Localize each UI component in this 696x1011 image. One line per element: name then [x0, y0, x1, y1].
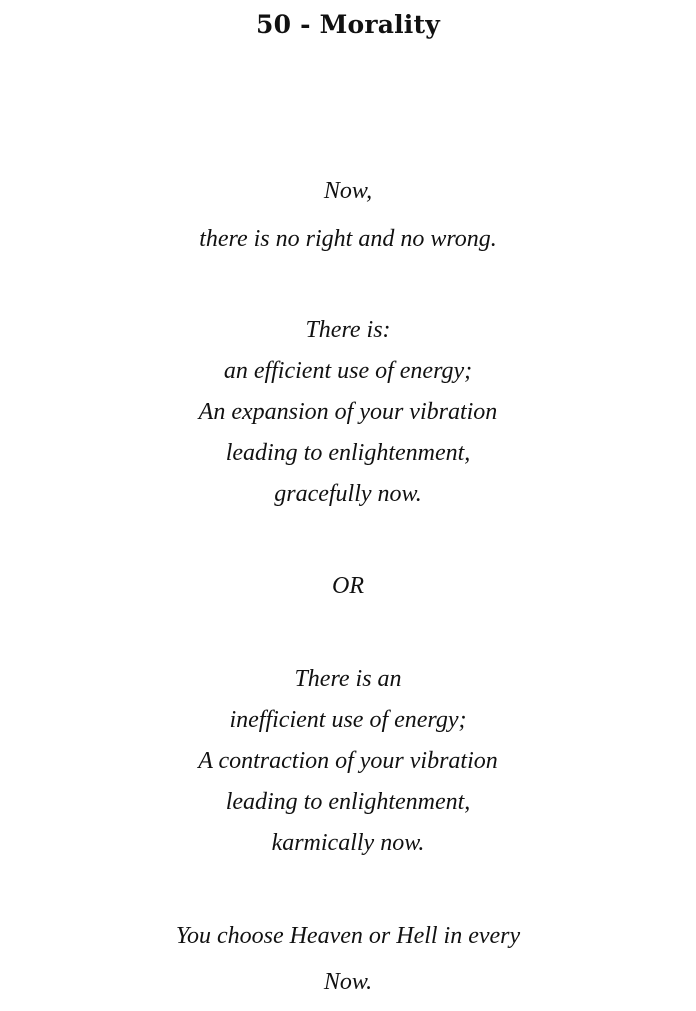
poem-line: Now, [323, 178, 373, 204]
poem-line: inefficient use of energy; [229, 707, 467, 733]
poem-line: An expansion of your vibration [198, 399, 498, 425]
poem-line: You choose Heaven or Hell in every [175, 923, 521, 949]
poem-line: leading to enlightenment, [225, 440, 471, 466]
or-divider: OR [332, 573, 364, 599]
poem-line: an efficient use of energy; [223, 358, 473, 384]
poem-line: leading to enlightenment, [225, 789, 471, 815]
poem-line: there is no right and no wrong. [199, 226, 497, 252]
poem-line: karmically now. [271, 830, 425, 856]
page-title: 50 - Morality [256, 10, 440, 39]
poem-line: There is: [305, 317, 391, 343]
poem-line: Now. [323, 969, 373, 995]
poem-line: There is an [294, 666, 402, 692]
poem-line: A contraction of your vibration [198, 748, 498, 774]
poem-line: gracefully now. [274, 481, 422, 507]
